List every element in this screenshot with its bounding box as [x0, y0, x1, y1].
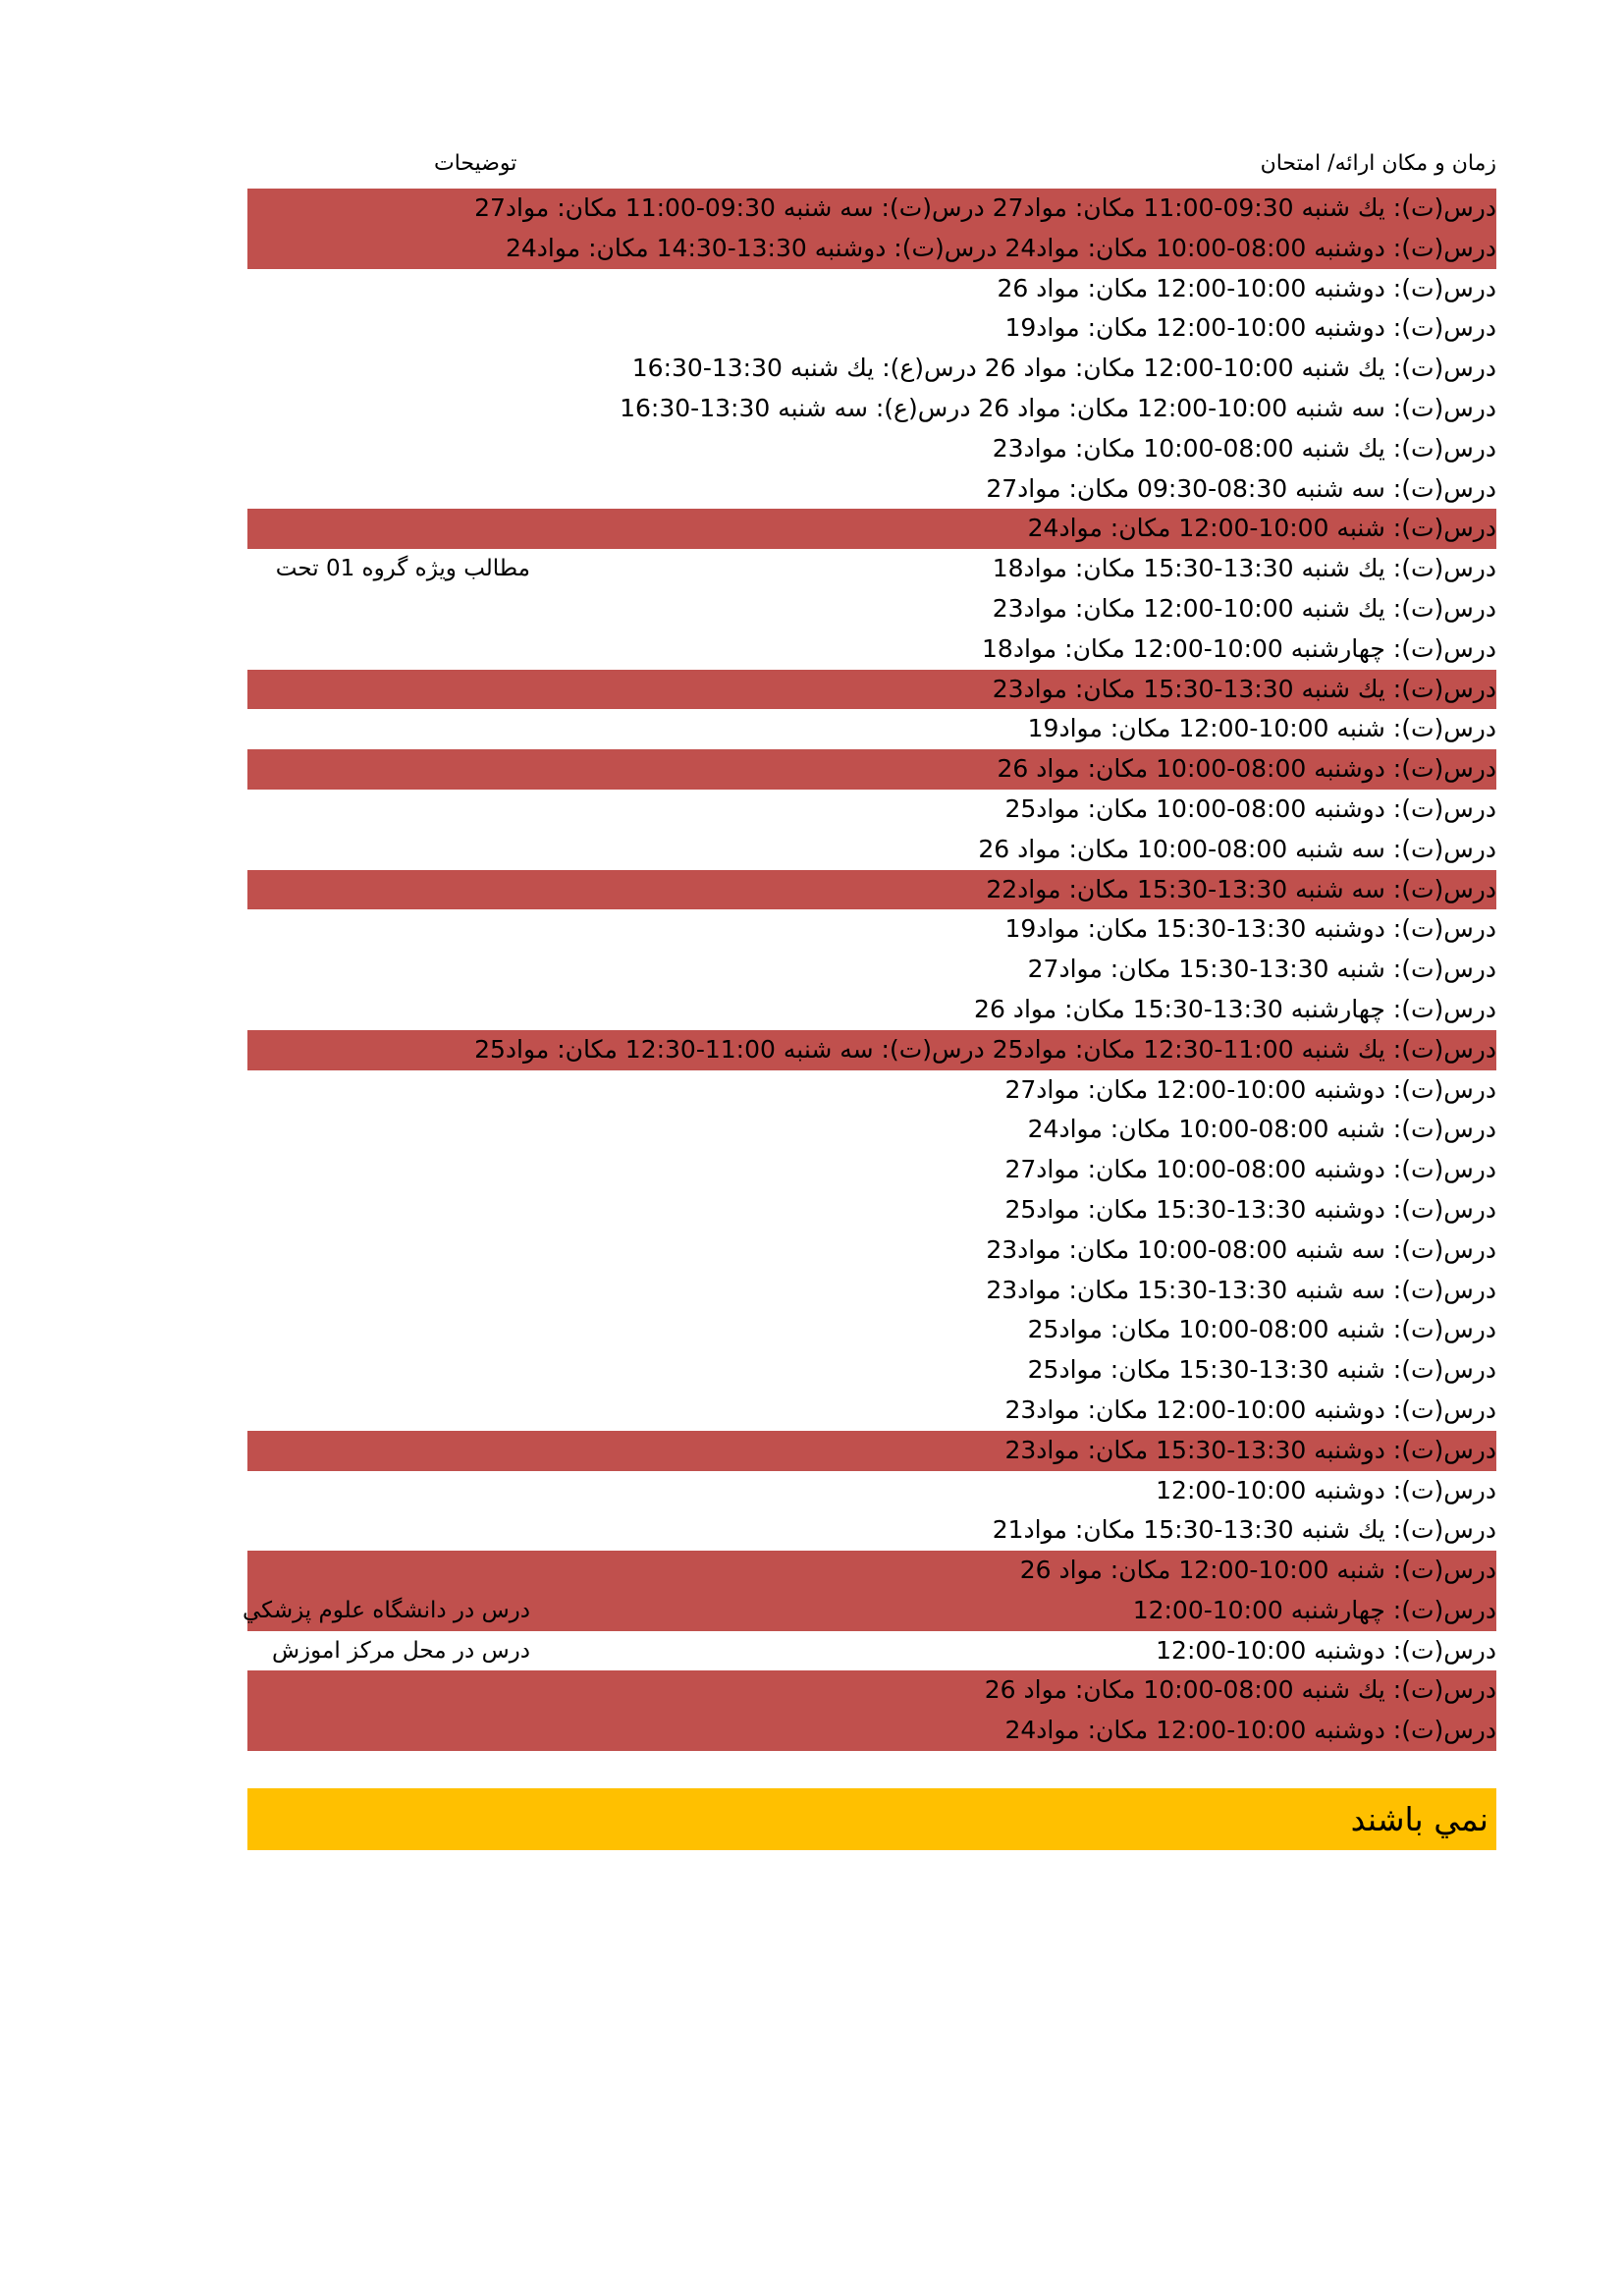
table-row	[247, 1271, 1496, 1311]
table-row	[247, 1150, 1496, 1190]
table-row	[247, 1711, 1496, 1751]
schedule-time-cell: درس(ت): دوشنبه 13:30-15:30 مكان: مواد23	[1004, 1435, 1496, 1464]
schedule-time-cell: درس(ت): دوشنبه 10:00-12:00 مكان: مواد23	[1004, 1394, 1496, 1424]
schedule-time-cell: درس(ت): يك شنبه 10:00-12:00 مكان: مواد23	[992, 593, 1496, 623]
schedule-time-cell: درس(ت): شنبه 10:00-12:00 مكان: مواد 26	[1019, 1556, 1496, 1585]
table-row	[247, 269, 1496, 309]
schedule-time-cell: درس(ت): سه شنبه 13:30-15:30 مكان: مواد23	[986, 1275, 1496, 1304]
table-row	[247, 830, 1496, 870]
table-row	[247, 1510, 1496, 1551]
table-row	[247, 1310, 1496, 1350]
table-row	[247, 1431, 1496, 1471]
schedule-time-cell: درس(ت): دوشنبه 10:00-12:00 مكان: مواد24	[1004, 1716, 1496, 1745]
schedule-time-cell: درس(ت): دوشنبه 13:30-15:30 مكان: مواد25	[1004, 1194, 1496, 1224]
table-row	[247, 790, 1496, 830]
schedule-time-cell: درس(ت): يك شنبه 13:30-15:30 مكان: مواد21	[992, 1515, 1496, 1545]
table-row	[247, 549, 1496, 589]
schedule-time-cell: درس(ت): يك شنبه 11:00-12:30 مكان: مواد25 درس(ت): سه شنبه 11:00-12:30 مكان: مواد25	[474, 1034, 1496, 1064]
schedule-time-cell: درس(ت): شنبه 08:00-10:00 مكان: مواد25	[1027, 1315, 1496, 1344]
footer-text: نمي باشند	[1350, 1800, 1489, 1838]
schedule-time-cell: درس(ت): دوشنبه 10:00-12:00	[1156, 1475, 1496, 1504]
schedule-time-cell: درس(ت): چهارشنبه 13:30-15:30 مكان: مواد 26	[974, 994, 1496, 1023]
notes-cell: درس در محل مركز اموزش	[271, 1637, 530, 1664]
table-row	[247, 1030, 1496, 1070]
schedule-time-cell: درس(ت): دوشنبه 10:00-12:00 مكان: مواد19	[1004, 313, 1496, 343]
table-row	[247, 1631, 1496, 1671]
schedule-time-cell: درس(ت): دوشنبه 08:00-10:00 مكان: مواد 26	[997, 754, 1496, 784]
table-row	[247, 1190, 1496, 1230]
table-row	[247, 749, 1496, 790]
schedule-time-cell: درس(ت): شنبه 10:00-12:00 مكان: مواد24	[1027, 514, 1496, 543]
schedule-time-cell: درس(ت): يك شنبه 13:30-15:30 مكان: مواد18	[992, 554, 1496, 583]
table-row	[247, 709, 1496, 749]
schedule-time-cell: درس(ت): چهارشنبه 10:00-12:00	[1132, 1595, 1496, 1624]
schedule-time-cell: درس(ت): دوشنبه 10:00-12:00	[1156, 1635, 1496, 1665]
table-row	[247, 909, 1496, 950]
notes-cell: درس در دانشگاه علوم پزشكي	[242, 1597, 530, 1623]
table-row	[247, 349, 1496, 389]
schedule-time-cell: درس(ت): دوشنبه 08:00-10:00 مكان: مواد24 درس(ت): دوشنبه 13:30-14:30 مكان: مواد24	[505, 233, 1496, 262]
schedule-table	[242, 189, 1496, 1751]
schedule-time-cell: درس(ت): شنبه 13:30-15:30 مكان: مواد25	[1027, 1355, 1496, 1385]
table-row	[247, 389, 1496, 429]
table-row	[247, 629, 1496, 670]
table-row	[247, 229, 1496, 269]
notes-header: توضيحات	[434, 151, 517, 176]
schedule-time-cell: درس(ت): سه شنبه 13:30-15:30 مكان: مواد22	[986, 874, 1496, 903]
table-row	[247, 1230, 1496, 1271]
schedule-time-cell: درس(ت): دوشنبه 08:00-10:00 مكان: مواد27	[1004, 1155, 1496, 1184]
schedule-time-cell: درس(ت): دوشنبه 10:00-12:00 مكان: مواد27	[1004, 1074, 1496, 1104]
table-row	[247, 1070, 1496, 1111]
schedule-time-cell: درس(ت): چهارشنبه 10:00-12:00 مكان: مواد18	[982, 633, 1496, 663]
table-row	[247, 429, 1496, 469]
schedule-time-cell: درس(ت): سه شنبه 08:00-10:00 مكان: مواد 26	[978, 834, 1496, 863]
table-row	[247, 589, 1496, 629]
table-row	[247, 870, 1496, 910]
schedule-time-cell: درس(ت): شنبه 10:00-12:00 مكان: مواد19	[1027, 714, 1496, 743]
schedule-time-cell: درس(ت): يك شنبه 10:00-12:00 مكان: مواد 26 درس(ع): يك شنبه 13:30-16:30	[631, 354, 1496, 383]
schedule-time-cell: درس(ت): دوشنبه 08:00-10:00 مكان: مواد25	[1004, 793, 1496, 823]
schedule-time-cell: درس(ت): سه شنبه 08:30-09:30 مكان: مواد27	[986, 473, 1496, 503]
schedule-time-cell: درس(ت): يك شنبه 09:30-11:00 مكان: مواد27 درس(ت): سه شنبه 09:30-11:00 مكان: مواد27	[474, 193, 1496, 222]
table-row	[247, 189, 1496, 229]
schedule-time-cell: درس(ت): دوشنبه 10:00-12:00 مكان: مواد 26	[997, 273, 1496, 302]
schedule-time-cell: درس(ت): دوشنبه 13:30-15:30 مكان: مواد19	[1004, 914, 1496, 944]
notes-cell: مطالب ويژه گروه 01 تحت	[275, 556, 530, 582]
table-row	[247, 1350, 1496, 1391]
table-row	[242, 1591, 1496, 1631]
table-row	[247, 1471, 1496, 1511]
table-header	[247, 147, 1496, 185]
schedule-time-cell: درس(ت): شنبه 08:00-10:00 مكان: مواد24	[1027, 1115, 1496, 1144]
table-row	[247, 1391, 1496, 1431]
time-place-header: زمان و مكان ارائه/ امتحان	[1260, 151, 1496, 176]
schedule-time-cell: درس(ت): يك شنبه 08:00-10:00 مكان: مواد23	[992, 433, 1496, 463]
schedule-time-cell: درس(ت): سه شنبه 08:00-10:00 مكان: مواد23	[986, 1234, 1496, 1264]
table-row	[247, 1551, 1496, 1591]
schedule-time-cell: درس(ت): يك شنبه 08:00-10:00 مكان: مواد 26	[984, 1675, 1496, 1705]
schedule-time-cell: درس(ت): سه شنبه 10:00-12:00 مكان: مواد 26 درس(ع): سه شنبه 13:30-16:30	[620, 393, 1496, 422]
schedule-time-cell: درس(ت): شنبه 13:30-15:30 مكان: مواد27	[1027, 955, 1496, 984]
table-row	[247, 1110, 1496, 1150]
table-row	[247, 308, 1496, 349]
table-row	[247, 1670, 1496, 1711]
table-row	[247, 509, 1496, 549]
table-row	[247, 469, 1496, 510]
schedule-time-cell: درس(ت): يك شنبه 13:30-15:30 مكان: مواد23	[992, 674, 1496, 703]
footer-bar	[247, 1788, 1496, 1850]
table-row	[247, 950, 1496, 990]
table-row	[247, 670, 1496, 710]
table-row	[247, 990, 1496, 1030]
